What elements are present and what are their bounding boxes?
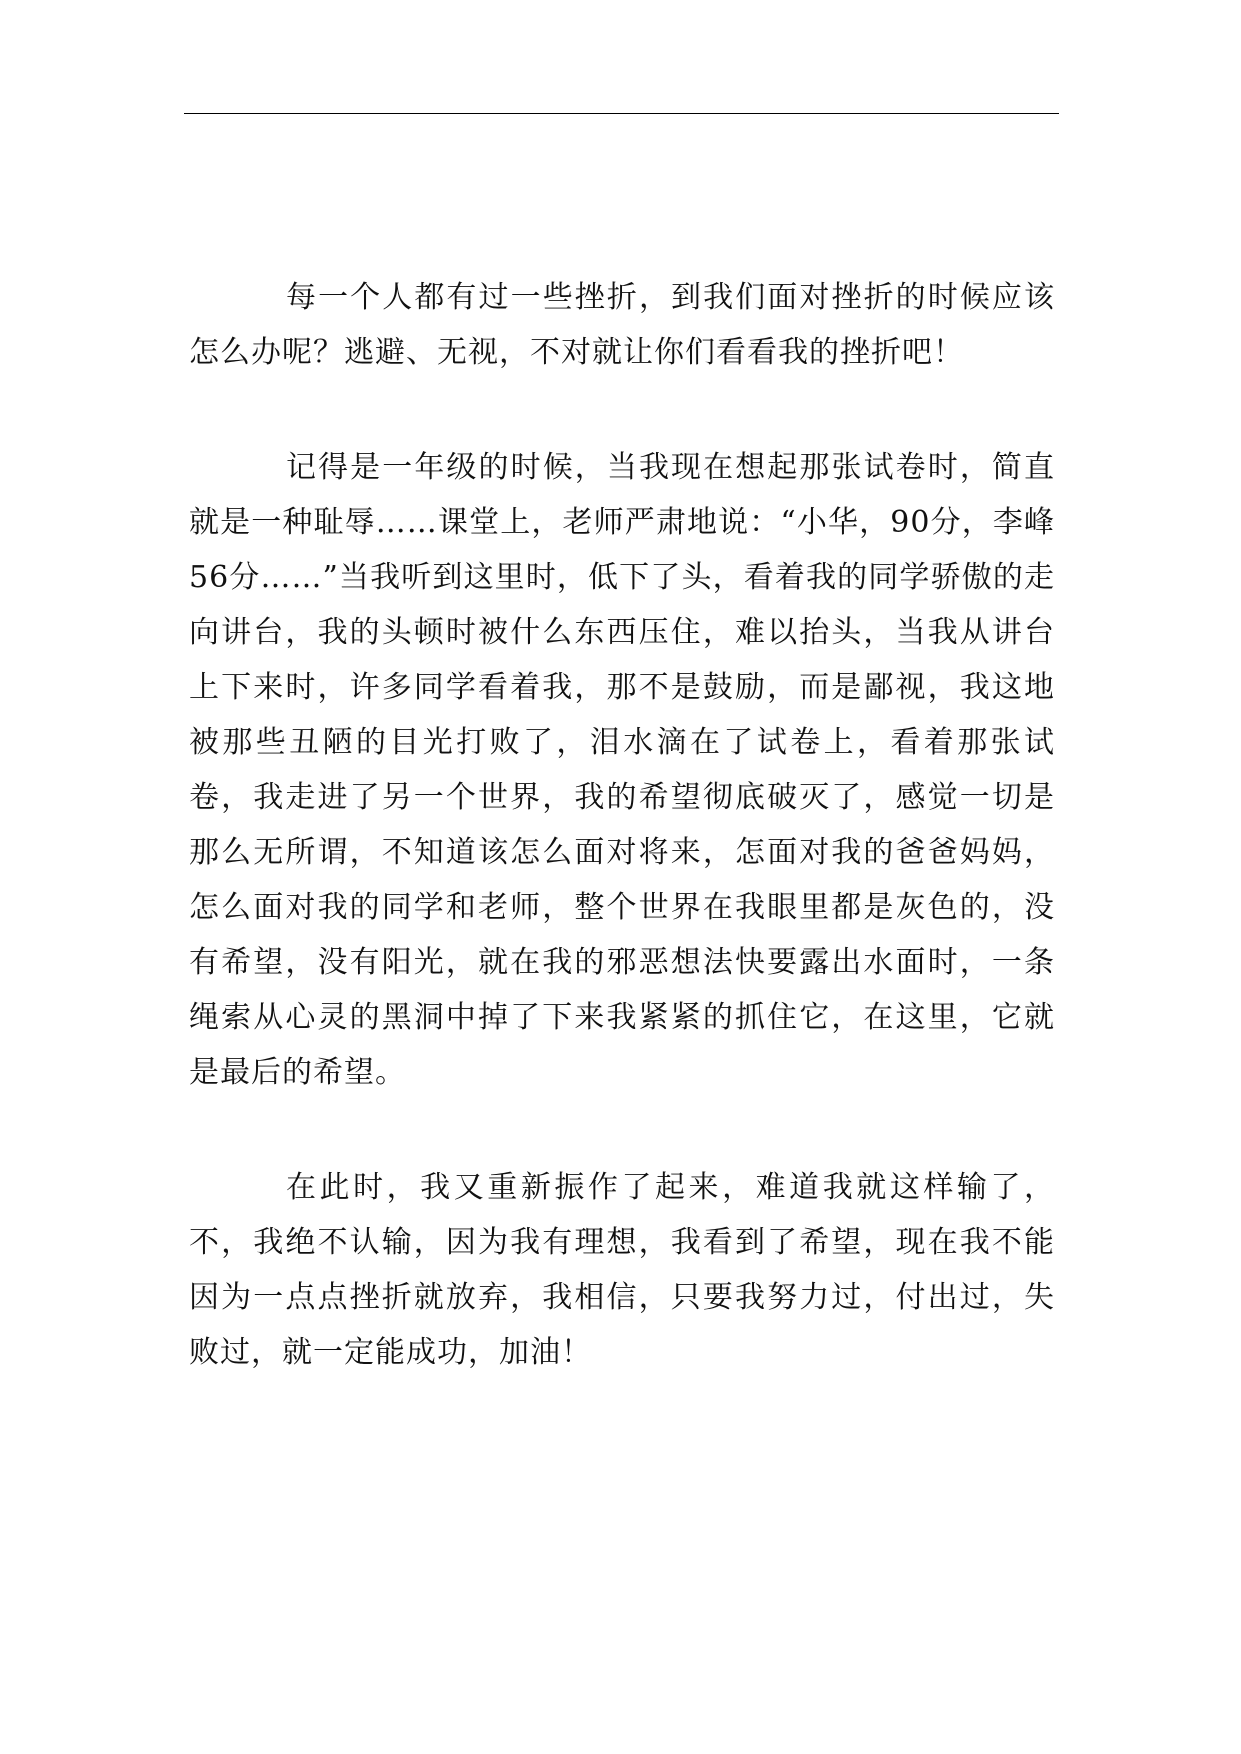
paragraph-3: 在此时，我又重新振作了起来，难道我就这样输了，不，我绝不认输，因为我有理想，我看到了希望，现在我不能因为一点点挫折就放弃，我相信，只要我努力过，付出过，失败过，就一定能成功，加油！ xyxy=(189,1170,1055,1370)
document-body xyxy=(189,270,1055,1440)
paragraph-1: 每一个人都有过一些挫折，到我们面对挫折的时候应该怎么办呢？逃避、无视，不对就让你们看看我的挫折吧！ xyxy=(189,280,1055,370)
paragraph-2: 记得是一年级的时候，当我现在想起那张试卷时，简直就是一种耻辱……课堂上，老师严肃地说：“小华，90分，李峰56分……”当我听到这里时，低下了头，看着我的同学骄傲的走向讲台，我的头顿时被什么东西压住，难以抬头，当我从讲台上下来时，许多同学看着我，那不是鼓励，而是鄙视，我这地被那些丑陋的目光打败了，泪水滴在了试卷上，看着那张试卷，我走进了另一个世界，我的希望彻底破灭了，感觉一切是那么无所谓，不知道该怎么面对将来，怎面对我的爸爸妈妈，怎么面对我的同学和老师，整个世界在我眼里都是灰色的，没有希望，没有阳光，就在我的邪恶想法快要露出水面时，一条绳索从心灵的黑洞中掉了下来我紧紧的抓住它，在这里，它就是最后的希望。 xyxy=(189,450,1055,1090)
header-rule xyxy=(184,113,1059,114)
